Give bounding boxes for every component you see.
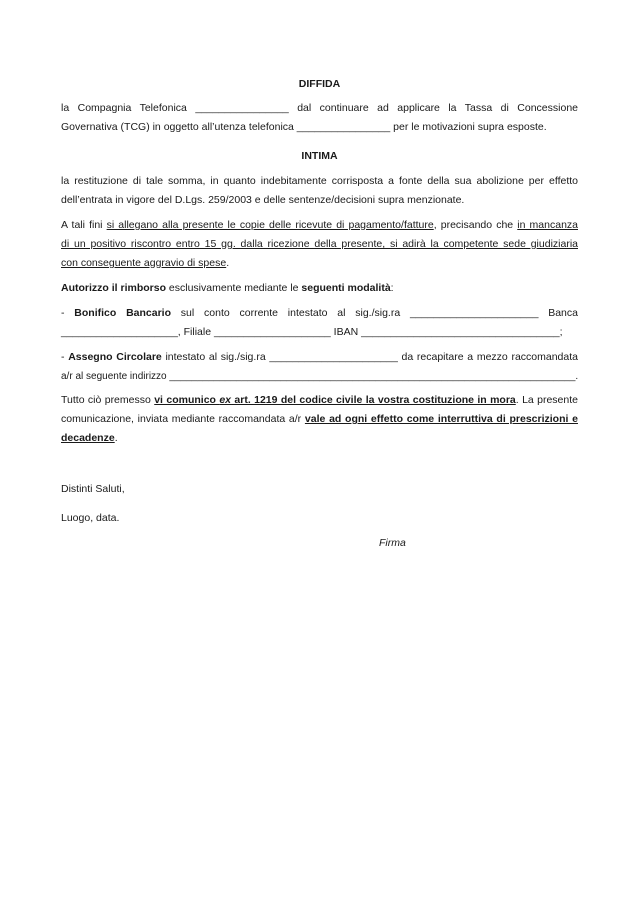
text-run: intestato al sig./sig.ra ______________________ da recapitare a mezzo raccomandata <box>161 351 578 363</box>
underlined-text: di un positivo riscontro entro 15 gg. dalla ricezione della presente, si adirà la competente sede giudiziaria <box>61 238 578 250</box>
text-run: : <box>390 282 394 294</box>
text-run: sul conto corrente intestato al sig./sig.ra ______________________ Banca <box>171 307 578 319</box>
paragraph-line <box>61 216 578 235</box>
text-run: . <box>114 432 118 444</box>
paragraph-allegati <box>61 216 578 273</box>
paragraph-line <box>61 304 578 323</box>
underlined-text: in mancanza <box>517 219 578 231</box>
paragraph-line <box>61 279 578 298</box>
paragraph-line: ____________________, Filiale ____________________ IBAN __________________________________; <box>61 326 563 338</box>
paragraph-line <box>61 410 578 429</box>
text-run: esclusivamente mediante le <box>166 282 302 294</box>
paragraph-line: la Compagnia Telefonica ________________ dal continuare ad applicare la Tassa di Concessione <box>61 102 578 114</box>
paragraph-line <box>61 254 578 273</box>
paragraph-line <box>61 348 578 367</box>
bold-underlined-text: art. 1219 del codice civile la vostra costituzione in mora <box>231 394 516 406</box>
paragraph-line: dell’entrata in vigore del D.Lgs. 259/2003 e delle sentenze/decisioni supra menzionate. <box>61 194 465 206</box>
paragraph-line: Governativa (TCG) in oggetto all’utenza telefonica ________________ per le motivazioni supra esposte. <box>61 121 547 133</box>
text-run: . La presente <box>515 394 578 406</box>
bold-text: Autorizzo il rimborso <box>61 282 166 294</box>
paragraph-line: a/r al seguente indirizzo _________________________________________________________________________. <box>61 371 579 382</box>
text-run: A tali fini <box>61 219 107 231</box>
bold-text: Bonifico Bancario <box>74 307 172 319</box>
signature-label: Firma <box>379 537 406 549</box>
paragraph-line: la restituzione di tale somma, in quanto indebitamente corrisposta a fonte della sua abolizione per effetto <box>61 175 578 187</box>
paragraph-bonifico <box>61 304 578 342</box>
paragraph-line <box>61 235 578 254</box>
paragraph-restituzione <box>61 172 578 210</box>
heading-diffida: DIFFIDA <box>298 78 341 90</box>
bold-underlined-text: vi comunico <box>154 394 220 406</box>
paragraph-diffida <box>61 99 578 137</box>
paragraph-mora <box>61 391 578 448</box>
place-date: Luogo, data. <box>61 512 120 524</box>
bold-underlined-italic-text: ex <box>219 394 232 406</box>
paragraph-assegno <box>61 348 578 386</box>
paragraph-line <box>61 391 578 410</box>
bold-underlined-text: decadenze <box>61 432 115 444</box>
bold-text: seguenti modalità <box>301 282 391 294</box>
text-run: , precisando che <box>433 219 518 231</box>
text-run: - <box>61 351 69 363</box>
paragraph-line <box>61 429 578 448</box>
underlined-text: si allegano alla presente le copie delle ricevute di pagamento/fatture <box>106 219 434 231</box>
text-run: - <box>61 307 75 319</box>
text-run: comunicazione, inviata mediante raccomandata a/r <box>61 413 305 425</box>
underlined-text: con conseguente aggravio di spese <box>61 257 227 269</box>
text-run: . <box>226 257 230 269</box>
heading-intima: INTIMA <box>301 150 338 162</box>
paragraph-autorizzo <box>61 279 578 298</box>
closing-saluti: Distinti Saluti, <box>61 483 125 495</box>
bold-text: Assegno Circolare <box>68 351 162 363</box>
bold-underlined-text: vale ad ogni effetto come interruttiva di prescrizioni e <box>304 413 578 425</box>
text-run: Tutto ciò premesso <box>61 394 155 406</box>
